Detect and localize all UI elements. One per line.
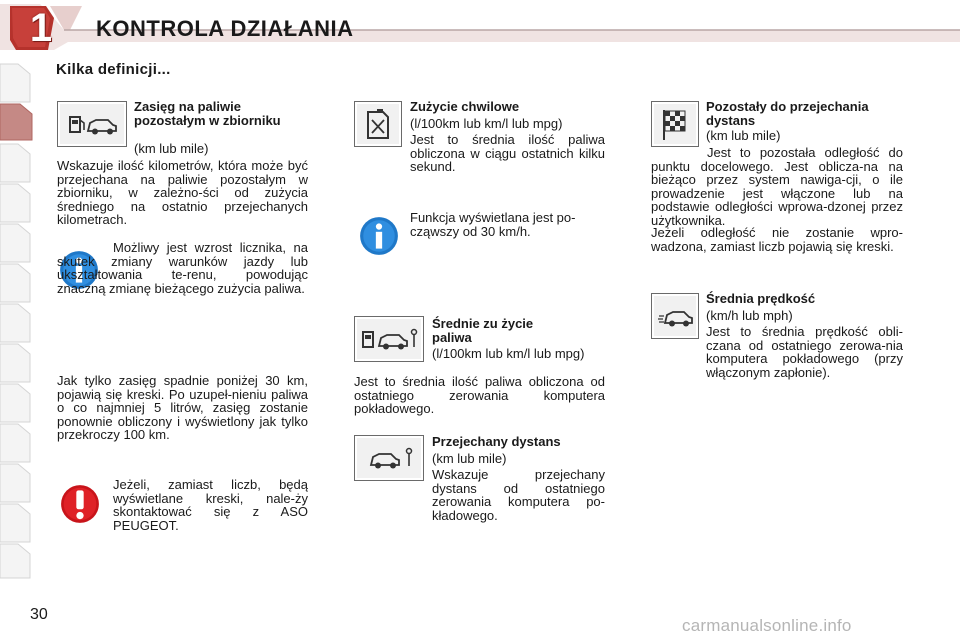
checkered-flag-icon xyxy=(651,101,699,147)
fuel-range-icon xyxy=(57,101,127,147)
range-unit: (km lub mile) xyxy=(134,141,209,156)
speed-title: Średnia prędkość xyxy=(706,291,816,306)
instant-consumption-icon xyxy=(354,101,402,147)
average-speed-icon xyxy=(651,293,699,339)
speed-unit: (km/h lub mph) xyxy=(706,308,793,323)
distance-travelled-icon xyxy=(354,435,424,481)
chapter-tabs xyxy=(0,62,34,582)
avg-consumption-title: Średnie zu życie paliwa xyxy=(432,316,534,345)
low-range-text: Jak tylko zasięg spadnie poniżej 30 km, pojawią się kreski. Po uzupeł-nieniu paliwa o co najmniej 5 litrów, zasięg zostanie ponownie obliczony i wyświetlony jak tylko przekroczy 100 km. xyxy=(57,373,308,442)
remaining-body-2: Jeżeli odległość nie zostanie wpro-wadzona, zamiast liczb pojawią się kreski. xyxy=(651,225,903,254)
distance-unit: (km lub mile) xyxy=(432,451,507,466)
watermark: carmanualsonline.info xyxy=(682,616,852,635)
chapter-number: 1 xyxy=(29,6,53,50)
chapter-tabs-graphic xyxy=(0,62,34,582)
distance-body: Wskazuje przejechany dystans od ostatniego zerowania komputera po-kładowego. xyxy=(432,467,605,523)
instant-unit: (l/100km lub km/l lub mpg) xyxy=(410,116,563,131)
warning-icon xyxy=(59,483,101,525)
warning-note: Jeżeli, zamiast liczb, będą wyświetlane kreski, nale-ży skontaktować się z ASO PEUGEOT. xyxy=(113,477,308,533)
info-icon xyxy=(358,215,400,257)
avg-consumption-body: Jest to średnia ilość paliwa obliczona od ostatniego zerowania komputera pokładowego. xyxy=(354,374,605,416)
page-number: 30 xyxy=(30,606,48,623)
instant-title: Zużycie chwilowe xyxy=(410,99,520,114)
info-note-odometer: Możliwy jest wzrost licznika, na skutek zmiany warunków jazdy lub ukształtowania te-renu, powodując znaczną zmianę bieżącego zużycia paliwa. xyxy=(57,240,308,296)
remaining-title: Pozostały do przejechania dystans xyxy=(706,99,869,128)
distance-title: Przejechany dystans xyxy=(432,434,561,449)
info-note-speed: Funkcja wyświetlana jest po-cząwszy od 30 km/h. xyxy=(410,210,576,239)
average-consumption-icon xyxy=(354,316,424,362)
section-title: Kilka definicji... xyxy=(56,61,171,78)
remaining-unit: (km lub mile) xyxy=(706,128,781,143)
remaining-body: Jest to pozostała odległość do punktu docelowego. Jest oblicza-na na bieżąco przez system nawiga-cji, o ile prowadzenie jest włączone lub na podstawie odległości wprowa-dzonej przez użytkownika. xyxy=(651,145,903,228)
page-title: KONTROLA DZIAŁANIA xyxy=(96,16,354,41)
avg-consumption-unit: (l/100km lub km/l lub mpg) xyxy=(432,346,585,361)
speed-body: Jest to średnia prędkość obli-czana od ostatniego zerowa-nia komputera pokładowego (przy włączonym zapłonie). xyxy=(706,324,903,380)
range-title: Zasięg na paliwie pozostałym w zbiorniku xyxy=(134,99,281,128)
instant-body: Jest to średnia ilość paliwa obliczona w ciągu ostatnich kilku sekund. xyxy=(410,132,605,174)
range-body: Wskazuje ilość kilometrów, która może być przejechana na paliwie pozostałym w zbiorniku, w zależno-ści od zużycia średniego na ostatnio przejechanych kilometrach. xyxy=(57,158,308,227)
